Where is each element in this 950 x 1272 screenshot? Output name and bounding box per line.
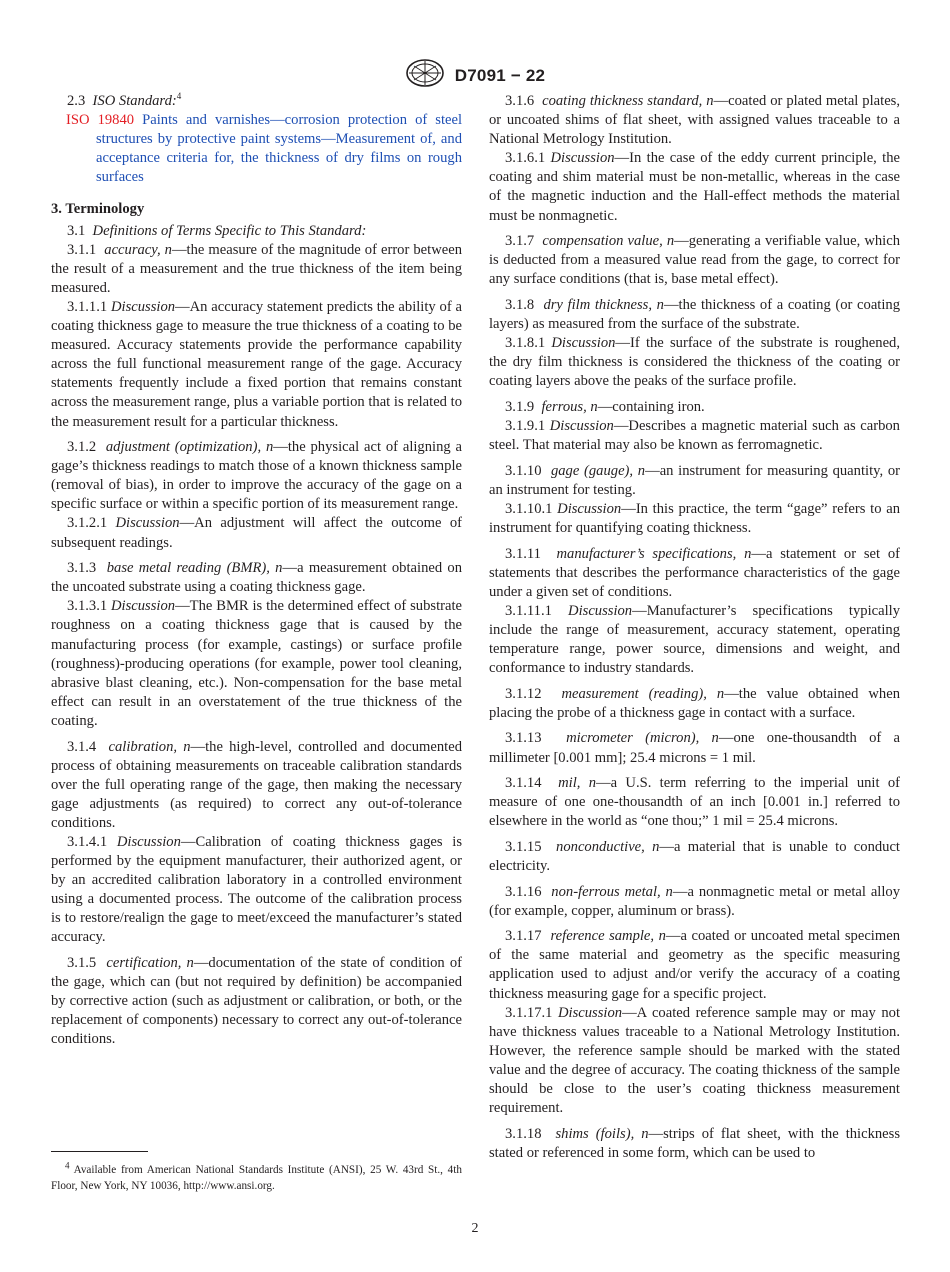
- definition-3-1-6: 3.1.6 coating thickness standard, n—coated or plated metal plates, or uncoated shims of flat sheet, with assigned values traceable to a National Metrology Institution.: [489, 93, 900, 148]
- iso-title-link[interactable]: Paints and varnishes—corrosion protection of steel structures by protective paint systems—Measurement of, and acceptance criteria for, the thickness of dry films on rough surfaces: [96, 112, 463, 186]
- definition-3-1-17: 3.1.17 reference sample, n—a coated or uncoated metal specimen of the same material and geometry as the specific measuring application used to adjust and/or verify the accuracy of a coating thickness measuring gage for a specific project.: [489, 928, 900, 1002]
- definition-3-1-5: 3.1.5 certification, n—documentation of the state of condition of the gage, which can (but not required by definition) be accompanied by corrective action (such as adjustment or calibration, or both, or the replacement of components) necessary to correct any out-of-tolerance conditions.: [51, 955, 462, 1048]
- left-column: [51, 92, 462, 1050]
- document-number: D7091 − 22: [454, 65, 546, 85]
- definition-3-1-16: 3.1.16 non-ferrous metal, n—a nonmagnetic metal or metal alloy (for example, copper, aluminum or brass).: [489, 883, 901, 919]
- discussion-3-1-10-1: 3.1.10.1 Discussion—In this practice, the term “gage” refers to an instrument for quantifying coating thickness.: [489, 500, 900, 536]
- section-heading-terminology: 3. Terminology: [51, 201, 145, 218]
- discussion-3-1-8-1: 3.1.8.1 Discussion—If the surface of the substrate is roughened, the dry film thickness is considered the thickness of the coating or coating layers above the peaks of the surface profile.: [489, 335, 900, 390]
- definition-3-1-12: 3.1.12 measurement (reading), n—the value obtained when placing the probe of a thickness gage in contact with a surface.: [489, 685, 900, 721]
- page-number: 2: [471, 1221, 479, 1236]
- iso-19840-reference[interactable]: [66, 111, 462, 187]
- definition-3-1-9: 3.1.9 ferrous, n—containing iron.: [505, 398, 705, 415]
- discussion-3-1-4-1: 3.1.4.1 Discussion—Calibration of coating thickness gages is performed by the equipment manufacturer, their authorized agent, or by an accredited calibration laboratory in a controlled environment using a documented process. The outcome of the calibration process is to restore/realign the gage to meet/exceed the manufacturer’s stated accuracy.: [51, 833, 462, 946]
- discussion-3-1-17-1: 3.1.17.1 Discussion—A coated reference sample may or may not have thickness values traceable to a National Metrology Institution. However, the reference sample should be marked with the stated value and the degree of accuracy. The coating thickness of the sample should be close to the user’s coating thickness measurement requirement.: [489, 1004, 900, 1117]
- definition-3-1-8: 3.1.8 dry film thickness, n—the thickness of a coating (or coating layers) as measured from the surface of the substrate.: [489, 296, 901, 333]
- discussion-3-1-2-1: 3.1.2.1 Discussion—An adjustment will affect the outcome of subsequent readings.: [51, 515, 462, 551]
- definition-3-1-14: 3.1.14 mil, n—a U.S. term referring to the imperial unit of measure of one one-thousandth of an inch [0.001 in.] referred to elsewhere in the world as “one thou;” 1 mil = 25.4 microns.: [489, 775, 900, 830]
- definition-3-1-13: 3.1.13 micrometer (micron), n—one one-thousandth of a millimeter [0.001 mm]; 25.4 microns = 1 mil.: [489, 730, 900, 766]
- definition-3-1-4: 3.1.4 calibration, n—the high-level, controlled and documented process of obtaining measurements on traceable calibration standards over the full operating range of the gage, then making the necessary gage adjustments (as required) to correct any out-of-tolerance conditions.: [51, 738, 462, 831]
- definition-3-1-15: 3.1.15 nonconductive, n—a material that is unable to conduct electricity.: [489, 838, 900, 874]
- definition-3-1-2: 3.1.2 adjustment (optimization), n—the physical act of aligning a gage’s thickness readings to match those of a known thickness sample (removal of bias), in order to improve the accuracy of the gage on a specific surface or within a specific portion of its measurement range.: [51, 439, 462, 513]
- definition-3-1-11: 3.1.11 manufacturer’s specifications, n—a statement or set of statements that describes the performance characteristics of the gage under a given set of conditions.: [489, 545, 900, 600]
- discussion-3-1-3-1: 3.1.3.1 Discussion—The BMR is the determined effect of substrate roughness on a coating thickness gage that is caused by the manufacturing process (for example, castings) or surface profile (roughness)-producing operations (for example, power tool cleaning, abrasive blast cleaning, etc.). Non-compensation for the base metal effect can result in an overstatement of the true thickness of the coating.: [51, 598, 462, 729]
- footnote-text: Available from American National Standards Institute (ANSI), 25 W. 43rd St., 4th Floor, New York, NY 10036, http://www.ansi.org.: [51, 1164, 462, 1192]
- discussion-3-1-1-1: 3.1.1.1 Discussion—An accuracy statement predicts the ability of a coating thickness gage to measure the true thickness of a coating to be measured. Accuracy statements provide the performance capability across the full functional measurement range of the gage. Accuracy statements frequently include a fixed portion that remains constant across the measurement range, plus a variable portion that is related to the measurement result for a particular thickness.: [51, 298, 463, 430]
- iso-code[interactable]: ISO 19840: [66, 112, 135, 129]
- definition-3-1-7: 3.1.7 compensation value, n—generating a verifiable value, which is deducted from a measured value read from the gage, to correct for any surface conditions (that is, base metal effect).: [489, 233, 900, 288]
- discussion-3-1-11-1: 3.1.11.1 Discussion—Manufacturer’s specifications typically include the range of measurement, accuracy statement, operating temperature range, power source, dimensions and weight, and conformance to industry standards.: [489, 602, 900, 677]
- discussion-3-1-6-1: 3.1.6.1 Discussion—In the case of the eddy current principle, the coating and shim material must be non-metallic, whereas in the case of the magnetic induction and the Hall-effect methods the material must be nonmagnetic.: [489, 150, 900, 224]
- footnote: [51, 1162, 462, 1194]
- right-column: [489, 92, 900, 1163]
- footnote-marker: 4: [65, 1160, 70, 1171]
- definition-3-1-10: 3.1.10 gage (gauge), n—an instrument for measuring quantity, or an instrument for testing.: [489, 462, 901, 498]
- definition-3-1-1: 3.1.1 accuracy, n—the measure of the magnitude of error between the result of a measurement and the true thickness of the item being measured.: [51, 241, 462, 296]
- definition-3-1-3: 3.1.3 base metal reading (BMR), n—a measurement obtained on the uncoated substrate using a coating thickness gage.: [51, 560, 463, 596]
- iso-standard-heading: 2.3 ISO Standard:$^4$: [67, 91, 182, 109]
- definition-3-1-18: 3.1.18 shims (foils), n—strips of flat sheet, with the thickness stated or referenced in some form, which can be used to: [489, 1125, 901, 1161]
- definition-3-1: 3.1 Definitions of Terms Specific to This Standard:: [67, 222, 367, 239]
- page-header: [0, 58, 950, 93]
- discussion-3-1-9-1: 3.1.9.1 Discussion—Describes a magnetic material such as carbon steel. That material may also be known as ferromagnetic.: [489, 418, 900, 454]
- footnote-divider: [51, 1151, 148, 1152]
- astm-logo-icon: [405, 58, 445, 93]
